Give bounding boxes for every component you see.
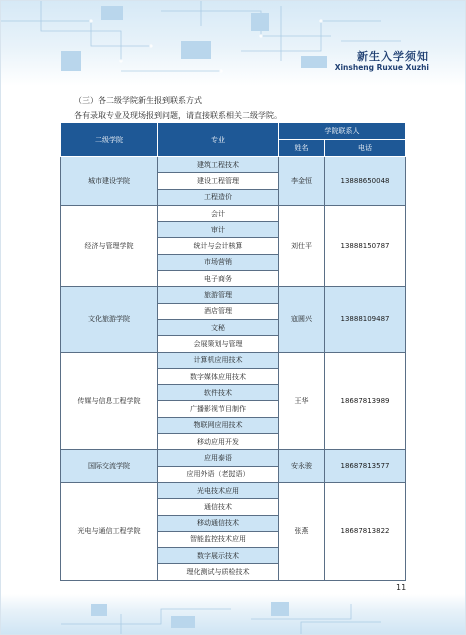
header-major: 专业 — [158, 123, 279, 157]
major-cell: 酒店管理 — [158, 303, 279, 319]
contact-name: 李金恒 — [279, 157, 325, 206]
major-cell: 数字展示技术 — [158, 548, 279, 564]
contact-name: 安永骏 — [279, 450, 325, 483]
major-cell: 数字媒体应用技术 — [158, 368, 279, 384]
college-name: 城市建设学院 — [61, 157, 158, 206]
major-cell: 建筑工程技术 — [158, 157, 279, 173]
table-row — [61, 482, 406, 498]
major-cell: 旅游管理 — [158, 287, 279, 303]
contact-phone: 13888150787 — [325, 205, 406, 286]
major-cell: 电子商务 — [158, 271, 279, 287]
header-contact-group: 学院联系人 — [279, 123, 406, 140]
major-cell: 理化测试与质检技术 — [158, 564, 279, 580]
table-row — [61, 157, 406, 173]
major-cell: 通信技术 — [158, 499, 279, 515]
header-name: 姓名 — [279, 140, 325, 157]
college-name: 经济与管理学院 — [61, 205, 158, 286]
major-cell: 会展策划与管理 — [158, 336, 279, 352]
section-title: （三）各二级学院新生报到联系方式 — [74, 96, 202, 105]
circuit-decoration — [1, 1, 466, 86]
footer-circuit-decoration — [1, 594, 466, 634]
header-phone: 电话 — [325, 140, 406, 157]
contact-name: 刘仕平 — [279, 205, 325, 286]
table-row — [61, 205, 406, 221]
major-cell: 广播影视节目制作 — [158, 401, 279, 417]
contact-name: 王华 — [279, 352, 325, 450]
college-name: 文化旅游学院 — [61, 287, 158, 352]
page-number: 11 — [396, 583, 407, 592]
major-cell: 计算机应用技术 — [158, 352, 279, 368]
header-college: 二级学院 — [61, 123, 158, 157]
table-row — [61, 352, 406, 368]
major-cell: 建设工程管理 — [158, 173, 279, 189]
contact-phone: 18687813989 — [325, 352, 406, 450]
college-name: 光电与通信工程学院 — [61, 482, 158, 580]
contact-name: 寇圆兴 — [279, 287, 325, 352]
major-cell: 应用外语（老挝语） — [158, 466, 279, 482]
major-cell: 工程造价 — [158, 189, 279, 205]
contacts-table — [60, 122, 406, 581]
major-cell: 应用泰语 — [158, 450, 279, 466]
contacts-table-body — [61, 157, 406, 581]
header-title: 新生入学须知 — [357, 50, 429, 63]
intro-text: 各有录取专业及现场报到问题，请直接联系相关二级学院。 — [74, 111, 282, 120]
major-cell: 文秘 — [158, 319, 279, 335]
contact-name: 张燕 — [279, 482, 325, 580]
major-cell: 光电技术应用 — [158, 482, 279, 498]
major-cell: 物联网应用技术 — [158, 417, 279, 433]
major-cell: 软件技术 — [158, 385, 279, 401]
major-cell: 移动应用开发 — [158, 434, 279, 450]
major-cell: 移动通信技术 — [158, 515, 279, 531]
major-cell: 智能监控技术应用 — [158, 531, 279, 547]
table-row — [61, 450, 406, 466]
contact-phone: 13888109487 — [325, 287, 406, 352]
major-cell: 会计 — [158, 205, 279, 221]
contact-phone: 18687813577 — [325, 450, 406, 483]
college-name: 传媒与信息工程学院 — [61, 352, 158, 450]
contact-phone: 18687813822 — [325, 482, 406, 580]
header-subtitle: Xinsheng Ruxue Xuzhi — [334, 63, 429, 72]
major-cell: 统计与会计核算 — [158, 238, 279, 254]
contact-phone: 13888650048 — [325, 157, 406, 206]
college-name: 国际交流学院 — [61, 450, 158, 483]
table-row — [61, 287, 406, 303]
major-cell: 市场营销 — [158, 254, 279, 270]
major-cell: 审计 — [158, 222, 279, 238]
